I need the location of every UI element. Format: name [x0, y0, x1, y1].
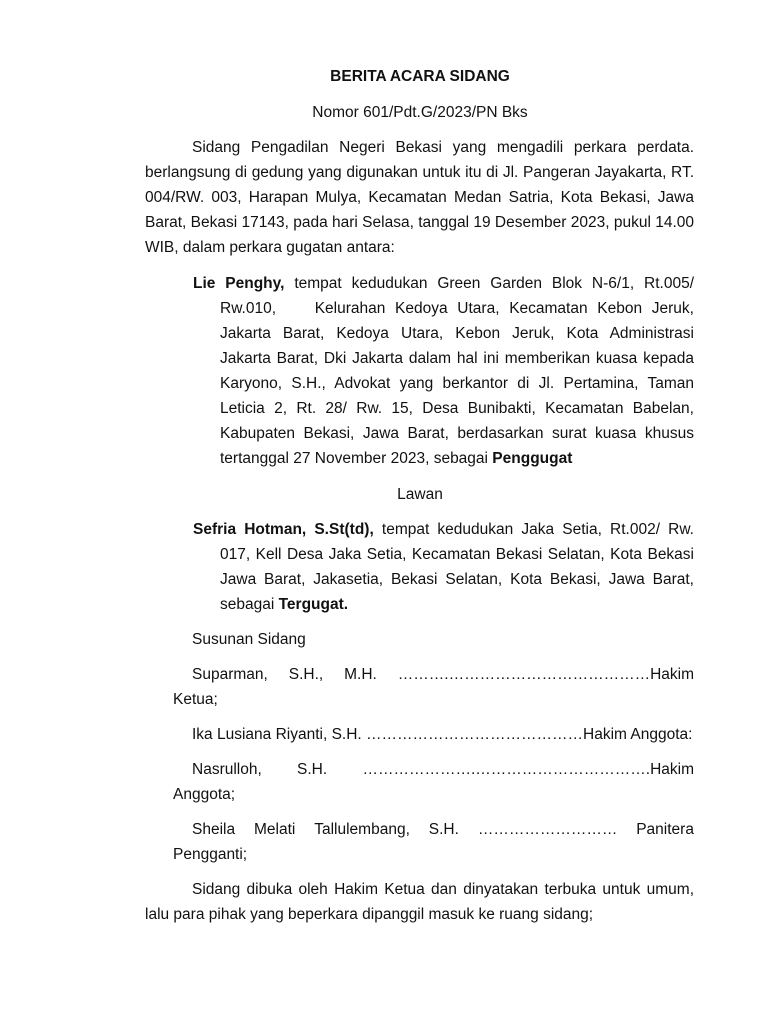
member-role-tail: Anggota; — [173, 786, 236, 803]
case-number: Nomor 601/Pdt.G/2023/PN Bks — [312, 104, 528, 121]
plaintiff-description: tempat kedudukan Green Garden Blok N-6/1, Rt.005/ Rw.010, Kelurahan Kedoya Utara, Kecamatan Kebon Jeruk, Jakarta Barat, Kedoya Utara, Kebon Jeruk, Kota Administrasi Jakarta Barat, Dki Jakarta dalam hal ini memberikan kuasa kepada Karyono, S.H., Advokat yang berkantor di Jl. Pertamina, Taman Leticia 2, Rt. 28/ Rw. 15, Desa Bunibakti, Kecamatan Babelan, Kabupaten Bekasi, Jawa Barat, berdasarkan surat kuasa khusus tertanggal 27 November 2023, sebagai — [220, 275, 699, 467]
member-name-word: Tallulembang, — [314, 821, 410, 838]
role-head: Hakim — [650, 761, 694, 778]
member-name-word: Melati — [253, 821, 296, 838]
member-name-word: Suparman, — [192, 666, 268, 683]
plaintiff-role: Penggugat — [492, 450, 573, 467]
document-title: BERITA ACARA SIDANG — [330, 68, 510, 85]
defendant-name: Sefria Hotman, S.St(td), — [193, 521, 374, 538]
member-name-word: S.H. — [297, 761, 328, 778]
member-role — [362, 757, 694, 782]
closing-paragraph: Sidang dibuka oleh Hakim Ketua dan dinyatakan terbuka untuk umum, lalu para pihak yang beperkara dipanggil masuk ke ruang sidang; — [145, 881, 694, 923]
panel-heading: Susunan Sidang — [192, 631, 306, 648]
member-name-word: Nasrulloh, — [192, 761, 262, 778]
plaintiff-paragraph — [193, 271, 699, 471]
role-head: Panitera — [636, 821, 694, 838]
panel-member-line: Ika Lusiana Riyanti, S.H. ……………………………………Hakim Anggota: — [192, 726, 693, 743]
member-name-word: S.H. — [428, 821, 459, 838]
defendant-description: tempat kedudukan Jaka Setia, Rt.002/ Rw. 017, Kell Desa Jaka Setia, Kecamatan Bekasi Selatan, Kota Bekasi Jawa Barat, Jakasetia, Bekasi Selatan, Kota Bekasi, Jawa Barat, sebagai — [220, 521, 694, 613]
member-name-word: Sheila — [192, 821, 236, 838]
panel-member-row — [192, 757, 694, 782]
defendant-role: Tergugat. — [278, 596, 349, 613]
panel-member-row — [192, 662, 694, 687]
role-head: Hakim — [650, 666, 694, 683]
member-name-word: M.H. — [344, 666, 377, 683]
plaintiff-name: Lie Penghy, — [193, 275, 285, 292]
panel-member-row — [192, 817, 694, 842]
member-name-word: S.H., — [288, 666, 324, 683]
member-role-tail: Pengganti; — [173, 846, 248, 863]
versus-label: Lawan — [397, 486, 443, 503]
intro-paragraph: Sidang Pengadilan Negeri Bekasi yang mengadili perkara perdata. berlangsung di gedung yang digunakan untuk itu di Jl. Pangeran Jayakarta, RT. 004/RW. 003, Harapan Mulya, Kecamatan Medan Satria, Kota Bekasi, Jawa Barat, Bekasi 17143, pada hari Selasa, tanggal 19 Desember 2023, pukul 14.00 WIB, dalam perkara gugatan antara: — [145, 139, 694, 256]
leader-dots: ……………………… — [477, 821, 618, 838]
member-role-tail: Ketua; — [173, 691, 218, 708]
leader-dots: ………………….……………………………. — [362, 761, 651, 778]
member-role — [398, 662, 694, 687]
defendant-paragraph — [193, 517, 694, 617]
leader-dots: ……….………………………………… — [397, 666, 651, 683]
